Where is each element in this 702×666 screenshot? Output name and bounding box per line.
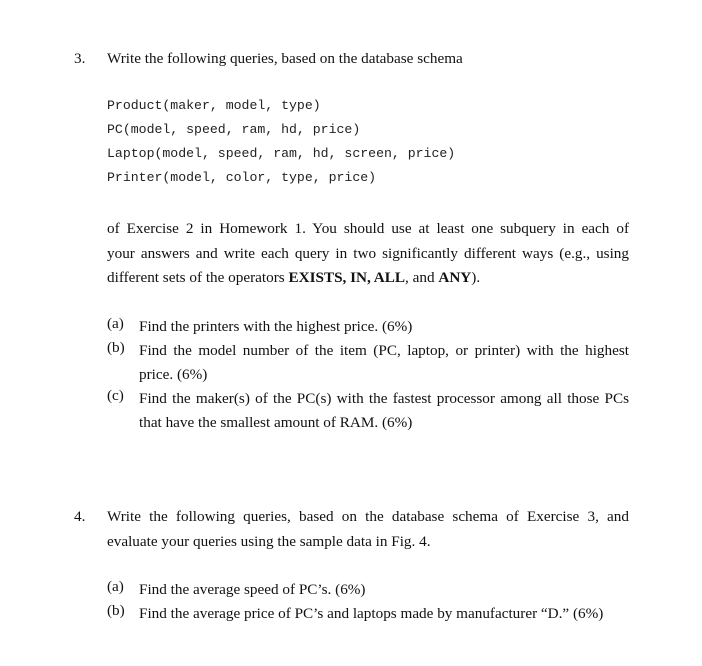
paragraph-line: evaluate your queries using the sample data in Fig. 4. bbox=[107, 533, 431, 550]
operator-in: IN bbox=[350, 269, 368, 286]
operator-any: ANY bbox=[438, 269, 472, 286]
schema-laptop: Laptop(model, speed, ram, hd, screen, price) bbox=[107, 146, 456, 161]
operator-all: ALL bbox=[373, 269, 406, 286]
paragraph-line: of Exercise 2 in Homework 1. You should use at least one subquery in each of bbox=[107, 220, 629, 237]
question-3-intro: Write the following queries, based on the database schema bbox=[107, 50, 463, 67]
item-text: price. (6%) bbox=[139, 366, 208, 383]
item-label: (a) bbox=[107, 578, 124, 595]
item-text: that have the smallest amount of RAM. (6%) bbox=[139, 414, 413, 431]
paragraph-line: different sets of the operators EXISTS, IN, ALL, and ANY). bbox=[107, 269, 481, 286]
item-label: (a) bbox=[107, 315, 124, 332]
paragraph-line: your answers and write each query in two significantly different ways (e.g., using bbox=[107, 244, 629, 262]
item-text: Find the model number of the item (PC, laptop, or printer) with the highest bbox=[139, 342, 629, 359]
schema-printer: Printer(model, color, type, price) bbox=[107, 170, 377, 185]
question-4-paragraph bbox=[107, 504, 629, 554]
schema-product: Product(maker, model, type) bbox=[107, 98, 321, 113]
paragraph-line: Write the following queries, based on the database schema of Exercise 3, and bbox=[107, 508, 629, 525]
question-4-number: 4. bbox=[74, 508, 86, 525]
question-3-number: 3. bbox=[74, 50, 86, 67]
item-label: (c) bbox=[107, 387, 124, 404]
item-text: Find the maker(s) of the PC(s) with the fastest processor among all those PCs bbox=[139, 390, 629, 407]
item-label: (b) bbox=[107, 339, 125, 356]
question-3-paragraph bbox=[107, 217, 629, 291]
item-label: (b) bbox=[107, 602, 125, 619]
item-text: Find the average price of PC’s and laptops made by manufacturer “D.” (6%) bbox=[139, 605, 604, 622]
item-text: Find the average speed of PC’s. (6%) bbox=[139, 581, 366, 598]
schema-pc: PC(model, speed, ram, hd, price) bbox=[107, 122, 361, 137]
operator-exists: EXISTS bbox=[288, 269, 343, 286]
item-text: Find the printers with the highest price. (6%) bbox=[139, 318, 413, 335]
